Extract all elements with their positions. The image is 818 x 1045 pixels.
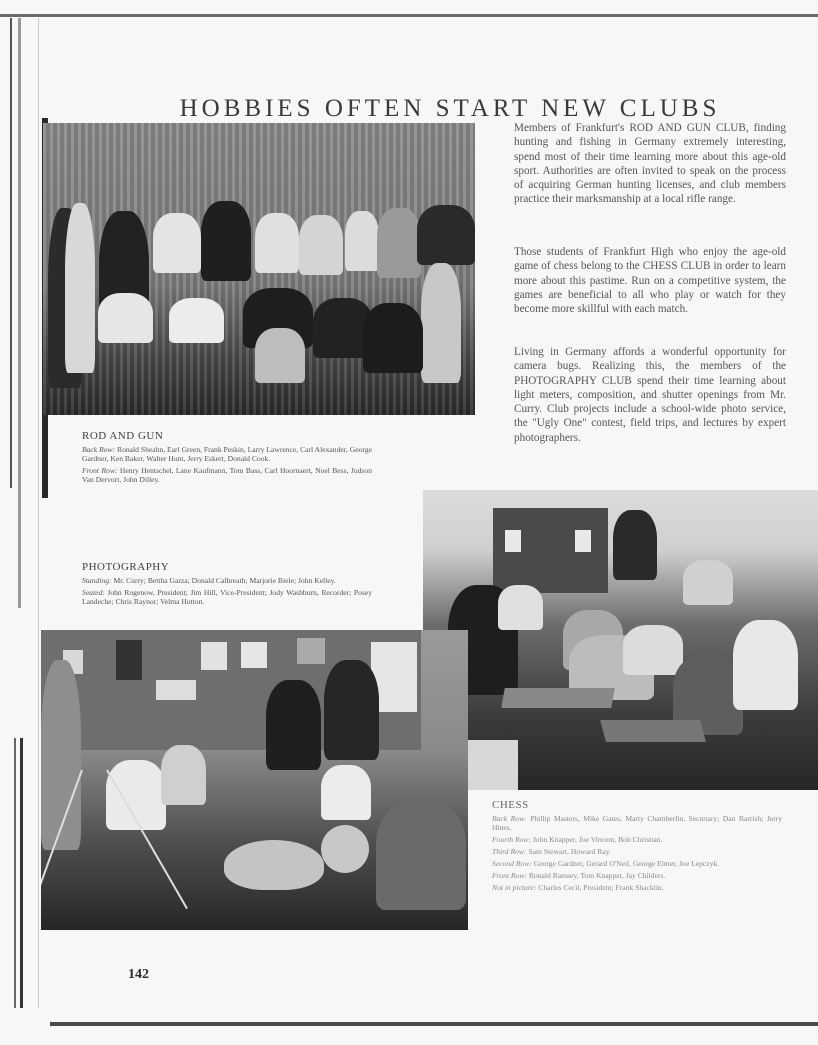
photography-photo <box>41 630 468 930</box>
rod-and-gun-photo <box>43 123 475 415</box>
caption-row: Second Row: George Gardner, Gerard O'Neil, George Elmer, Joe Lepczyk. <box>492 859 720 868</box>
page-edge-line <box>38 18 39 1008</box>
chess-photo <box>423 490 818 790</box>
chess-text: Those students of Frankfurt High who enjoy the age-old game of chess belong to the CHESS CLUB in order to learn more about this pastime. Run on a competitive system, the games are beneficial to all who play or watch for they become more skillful with each match. <box>514 246 786 316</box>
caption-title: CHESS <box>492 799 529 811</box>
rod-and-gun-caption <box>82 432 372 487</box>
top-border-rule <box>0 14 818 17</box>
caption-row: Not in picture: Charles Cecil, President; Frank Shacklin. <box>492 883 664 892</box>
caption-row: Seated: John Rogenow, President; Jim Hill, Vice-President; Jody Washburn, Recorder; Posey Landeche; Chris Raynor; Velma Hutton. <box>82 588 372 606</box>
photography-text: Living in Germany affords a wonderful opportunity for camera bugs. Realizing this, the members of the PHOTOGRAPHY CLUB spend their time learning about light meters, composition, and shutter openings from Mr. Curry. Club projects include a school-wide photo service, the "Ugly One" contest, field trips, and lectures by expert photographers. <box>514 346 786 444</box>
bottom-border-rule <box>50 1022 818 1026</box>
caption-row: Front Row: Ronald Ramsey, Tom Knapper, Jay Childers. <box>492 871 666 880</box>
photography-caption <box>82 563 372 609</box>
caption-row: Back Row: Phillip Masters, Mike Gates, Marty Chamberlin, Secretary; Dan Barrish; Jerry Hines. <box>492 814 782 832</box>
caption-row: Fourth Row: John Knapper, Joe Vincent, Bob Christian. <box>492 835 663 844</box>
photography-paragraph <box>514 345 786 445</box>
rod-and-gun-paragraph <box>514 121 786 207</box>
caption-title: PHOTOGRAPHY <box>82 561 170 573</box>
chess-paragraph <box>514 245 786 316</box>
caption-row: Front Row: Henry Hentschel, Lane Kaufmann, Tom Bass, Carl Hoornaert, Noel Bess, Judson Van Dervort, John Dilley. <box>82 466 372 484</box>
rod-and-gun-text: Members of Frankfurt's ROD AND GUN CLUB, finding hunting and fishing in Germany extremely interesting, spend most of their time learning more about this age-old sport. Authorities are often invited to speak on the process of acquiring German hunting licenses, and club members practice their marksmanship at a local rifle range. <box>514 122 786 206</box>
page-number: 142 <box>128 967 149 982</box>
caption-row: Third Row: Sam Stewart, Howard Ray. <box>492 847 611 856</box>
chess-caption <box>492 801 782 895</box>
page-title: HOBBIES OFTEN START NEW CLUBS <box>179 94 721 122</box>
caption-title: ROD AND GUN <box>82 430 164 442</box>
caption-row: Back Row: Ronald Sheahn, Earl Green, Frank Peskin, Larry Lawrence, Carl Alexander, George Gardner, Ken Baker, Walter Hunt, Jerry Eskert, Donald Cook. <box>82 445 372 463</box>
caption-row: Standing: Mr. Curry; Bettha Garza; Donald Calbreath; Marjorie Biele; John Kelley. <box>82 576 336 585</box>
